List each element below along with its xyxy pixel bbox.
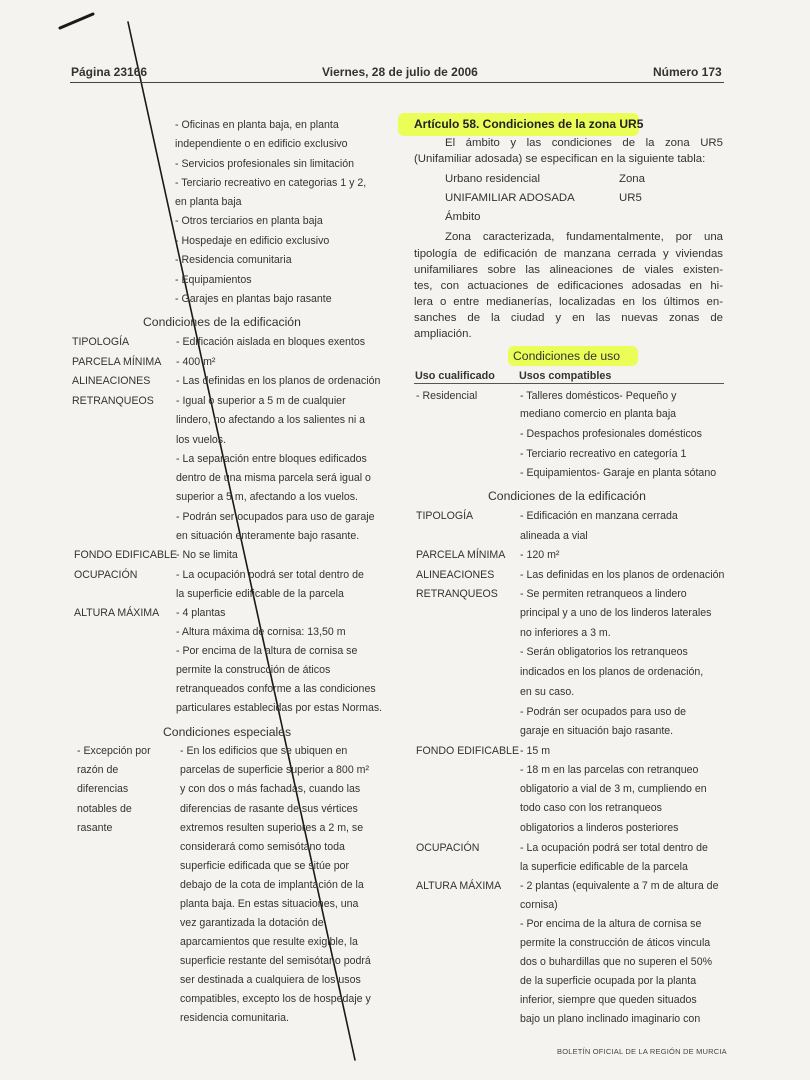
field-value: dos o buhardillas que no superen el 50%: [520, 956, 713, 968]
field-label: - Excepción por: [77, 745, 151, 757]
field-value: superficie restante del semisótano podrá: [180, 955, 371, 967]
list-item: - Oficinas en planta baja, en planta: [175, 119, 339, 131]
field-value: - Podrán ser ocupados para uso de: [520, 706, 687, 718]
issue-number: Número 173: [653, 65, 722, 79]
list-item: - Garajes en plantas bajo rasante: [175, 293, 332, 305]
field-value: - Igual o superior a 5 m de cualquier: [176, 395, 346, 407]
field-label: diferencias: [77, 783, 129, 795]
field-value: - 18 m en las parcelas con retranqueo: [520, 764, 699, 776]
field-value: considerará como semisótano toda: [180, 841, 345, 853]
field-value: - La ocupación podrá ser total dentro de: [520, 842, 708, 854]
paragraph-line: unifamiliares sobre las alineaciones de viales existen-: [414, 264, 723, 276]
field-value: extremos resulten superiores a 2 m, se: [180, 822, 364, 834]
field-value: - Las definidas en los planos de ordenación: [176, 375, 381, 387]
field-value: la superficie edificable de la parcela: [520, 861, 688, 873]
table-header: Usos compatibles: [519, 370, 612, 382]
field-value: - No se limita: [176, 549, 238, 561]
table-cell: - Despachos profesionales domésticos: [520, 428, 702, 440]
issue-date: Viernes, 28 de julio de 2006: [322, 65, 478, 79]
field-value: debajo de la cota de implantación de la: [180, 879, 364, 891]
field-value: obligatorios a linderos posteriores: [520, 822, 679, 834]
field-value: retranqueados conforme a las condiciones: [176, 683, 376, 695]
field-value: - 2 plantas (equivalente a 7 m de altura de: [520, 880, 719, 892]
field-value: compatibles, excepto los de hospedaje y: [180, 993, 371, 1005]
field-value: parcelas de superficie superior a 800 m²: [180, 764, 370, 776]
field-value: todo caso con los retranqueos: [520, 802, 662, 814]
field-label: ALINEACIONES: [416, 569, 495, 581]
field-value: - Altura máxima de cornisa: 13,50 m: [176, 626, 346, 638]
field-value: superficie edificada que se sitúe por: [180, 860, 350, 872]
field-value: vez garantizada la dotación de: [180, 917, 324, 929]
section-title: Condiciones especiales: [163, 725, 292, 739]
list-item: en planta baja: [175, 196, 242, 208]
field-value: permite la construcción de áticos vincula: [520, 937, 711, 949]
field-value: ser destinada a cualquiera de los usos: [180, 974, 361, 986]
field-value: no inferiores a 3 m.: [520, 627, 611, 639]
footer-publication: BOLETÍN OFICIAL DE LA REGIÓN DE MURCIA: [557, 1047, 727, 1056]
field-value: la superficie edificable de la parcela: [176, 588, 344, 600]
field-value: de la superficie ocupada por la planta: [520, 975, 697, 987]
field-label: FONDO EDIFICABLE: [416, 745, 520, 757]
paragraph-line: sanches de la ciudad y en las nuevas zonas de: [414, 312, 723, 324]
field-value: - 15 m: [520, 745, 551, 757]
paragraph-line: ampliación.: [414, 328, 472, 340]
field-value: planta baja. En estas situaciones, una: [180, 898, 359, 910]
field-value: garaje en situación bajo rasante.: [520, 725, 674, 737]
table-header: Uso cualificado: [415, 370, 495, 382]
article-title: Artículo 58. Condiciones de la zona UR5: [414, 117, 644, 131]
header-rule: [70, 82, 724, 83]
field-value: principal y a uno de los linderos laterales: [520, 607, 712, 619]
paragraph-line: lera o entre medianerías, localizadas en los últimos en-: [414, 296, 723, 308]
field-value: obligatorio a vial de 3 m, cumpliendo en: [520, 783, 707, 795]
field-label: ALTURA MÁXIMA: [416, 880, 502, 892]
paragraph-line: El ámbito y las condiciones de la zona UR5: [445, 137, 723, 149]
paragraph-line: tipología de edificación de manzana cerrada y viviendas: [414, 248, 723, 260]
list-item: - Terciario recreativo en categorias 1 y 2,: [175, 177, 367, 189]
page-number: Página 23166: [71, 65, 148, 79]
zone-cell: UNIFAMILIAR ADOSADA: [445, 192, 575, 204]
paragraph-line: (Unifamiliar adosada) se especifican en la siguiente tabla:: [414, 153, 706, 165]
field-value: - Serán obligatorios los retranqueos: [520, 646, 688, 658]
field-value: indicados en los planos de ordenación,: [520, 666, 704, 678]
field-value: - Por encima de la altura de cornisa se: [176, 645, 358, 657]
field-value: los vuelos.: [176, 434, 227, 446]
field-label: PARCELA MÍNIMA: [72, 356, 162, 368]
section-title: Condiciones de la edificación: [488, 489, 646, 503]
field-value: - Las definidas en los planos de ordenación: [520, 569, 725, 581]
field-value: dentro de una misma parcela será igual o: [176, 472, 371, 484]
field-value: en situación enteramente bajo rasante.: [176, 530, 360, 542]
field-label: ALTURA MÁXIMA: [74, 607, 160, 619]
field-value: residencia comunitaria.: [180, 1012, 289, 1024]
field-value: superior a 5 m, afectando a los vuelos.: [176, 491, 358, 503]
field-value: y con dos o más fachadas, cuando las: [180, 783, 361, 795]
table-rule: [414, 383, 724, 384]
field-label: FONDO EDIFICABLE: [74, 549, 178, 561]
table-cell: - Residencial: [416, 390, 478, 402]
list-item: - Servicios profesionales sin limitación: [175, 158, 354, 170]
paragraph-line: Zona caracterizada, fundamentalmente, por una: [445, 231, 723, 243]
zone-cell: Urbano residencial: [445, 173, 540, 185]
field-label: PARCELA MÍNIMA: [416, 549, 506, 561]
field-value: - Edificación aislada en bloques exentos: [176, 336, 366, 348]
field-value: permite la construcción de áticos: [176, 664, 331, 676]
list-item: - Equipamientos: [175, 274, 252, 286]
field-label: ALINEACIONES: [72, 375, 151, 387]
field-value: aparcamientos que resulte exigible, la: [180, 936, 358, 948]
field-value: bajo un plano inclinado imaginario con: [520, 1013, 701, 1025]
field-value: - 120 m²: [520, 549, 560, 561]
field-value: cornisa): [520, 899, 558, 911]
field-label: TIPOLOGÍA: [72, 336, 130, 348]
field-value: diferencias de rasante de sus vértices: [180, 803, 358, 815]
paragraph-line: tes, con actuaciones de edificaciones adosadas en hi-: [414, 280, 723, 292]
table-cell: - Talleres domésticos- Pequeño y: [520, 390, 677, 402]
field-value: - 400 m²: [176, 356, 216, 368]
field-label: RETRANQUEOS: [416, 588, 498, 600]
field-value: - En los edificios que se ubiquen en: [180, 745, 348, 757]
zone-cell: Zona: [619, 173, 645, 185]
table-cell: mediano comercio en planta baja: [520, 408, 677, 420]
field-value: - Se permiten retranqueos a lindero: [520, 588, 687, 600]
field-value: - 4 plantas: [176, 607, 226, 619]
table-cell: - Equipamientos- Garaje en planta sótano: [520, 467, 717, 479]
field-value: - La ocupación podrá ser total dentro de: [176, 569, 364, 581]
field-value: en su caso.: [520, 686, 575, 698]
field-label: OCUPACIÓN: [416, 842, 480, 854]
field-label: rasante: [77, 822, 113, 834]
field-value: alineada a vial: [520, 530, 588, 542]
section-title: Condiciones de la edificación: [143, 315, 301, 329]
field-value: - Edificación en manzana cerrada: [520, 510, 678, 522]
field-value: lindero, no afectando a los salientes ni a: [176, 414, 366, 426]
section-title: Condiciones de uso: [513, 349, 621, 363]
list-item: - Otros terciarios en planta baja: [175, 215, 323, 227]
list-item: independiente o en edificio exclusivo: [175, 138, 348, 150]
field-label: RETRANQUEOS: [72, 395, 154, 407]
field-label: TIPOLOGÍA: [416, 510, 474, 522]
zone-cell: UR5: [619, 192, 642, 204]
list-item: - Residencia comunitaria: [175, 254, 292, 266]
field-value: - Por encima de la altura de cornisa se: [520, 918, 702, 930]
field-label: razón de: [77, 764, 119, 776]
field-label: OCUPACIÓN: [74, 569, 138, 581]
field-value: particulares establecidas por estas Normas.: [176, 702, 383, 714]
zone-cell: Ámbito: [445, 211, 481, 223]
table-cell: - Terciario recreativo en categoría 1: [520, 448, 687, 460]
field-value: - La separación entre bloques edificados: [176, 453, 367, 465]
list-item: - Hospedaje en edificio exclusivo: [175, 235, 330, 247]
field-value: inferior, siempre que queden situados: [520, 994, 697, 1006]
field-value: - Podrán ser ocupados para uso de garaje: [176, 511, 375, 523]
field-label: notables de: [77, 803, 132, 815]
